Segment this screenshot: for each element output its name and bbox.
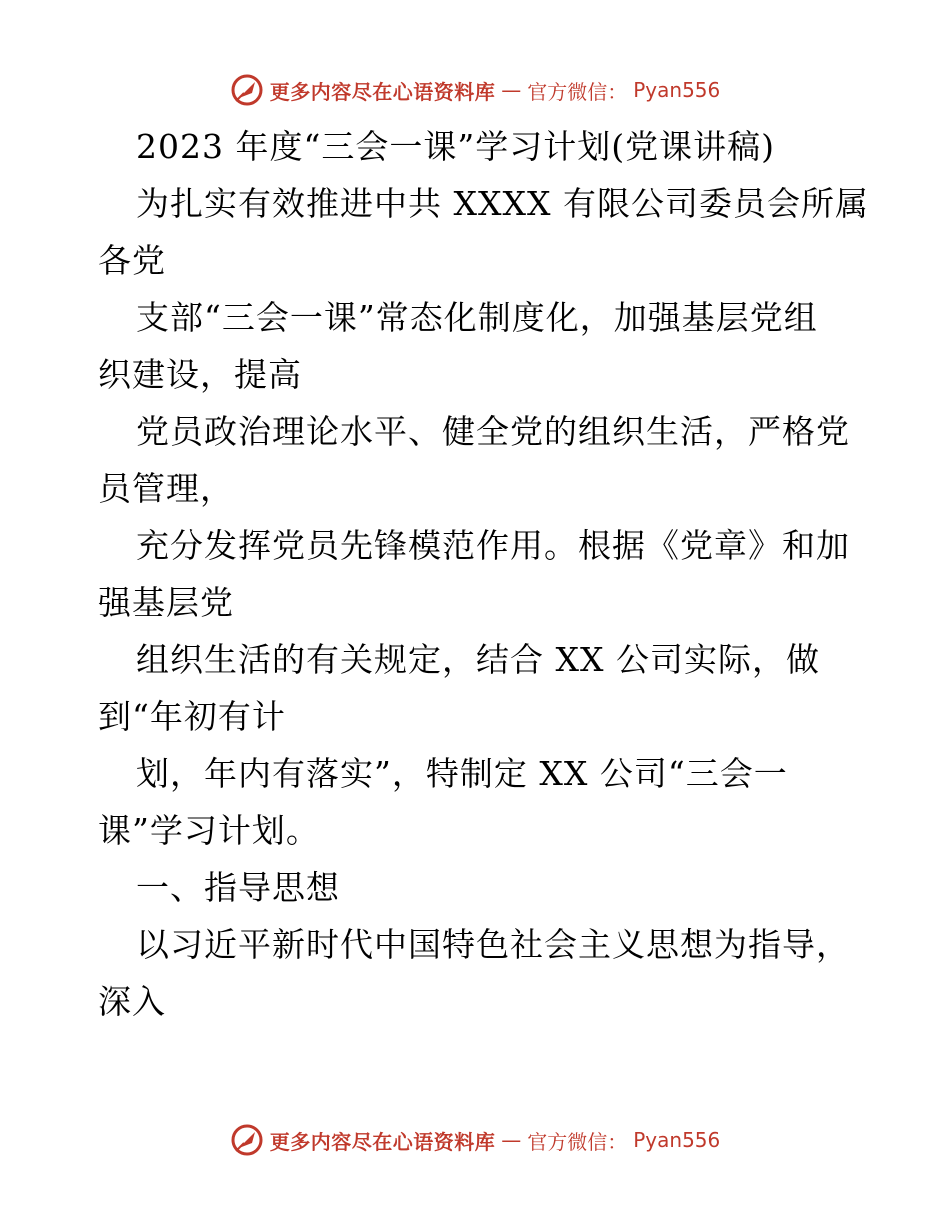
banner-wechat-id: Pyan556 — [633, 1128, 721, 1152]
quill-logo-icon — [230, 73, 264, 107]
section-heading: 一、指导思想 — [136, 868, 340, 907]
paragraph-line: 到“年初有计 — [98, 697, 286, 736]
paragraph-line: 员管理， — [98, 469, 234, 508]
paragraph-line: 为扎实有效推进中共 XXXX 有限公司委员会所属 — [136, 184, 869, 223]
paragraph-line: 组织生活的有关规定，结合 XX 公司实际，做 — [136, 640, 820, 679]
document-body — [98, 118, 869, 1030]
banner-wechat-label: 官方微信： — [527, 79, 628, 104]
header-banner — [0, 70, 950, 110]
paragraph-line: 划，年内有落实”，特制定 XX 公司“三会一 — [136, 754, 788, 793]
banner-slogan: 更多内容尽在心语资料库 — [269, 1129, 496, 1154]
paragraph-line: 以习近平新时代中国特色社会主义思想为指导， — [136, 925, 850, 964]
banner-wechat-id: Pyan556 — [633, 78, 721, 102]
paragraph-line: 支部“三会一课”常态化制度化，加强基层党组 — [136, 298, 818, 337]
banner-wechat-label: 官方微信： — [527, 1129, 628, 1154]
footer-banner — [0, 1120, 950, 1160]
document-title: 2023 年度“三会一课”学习计划(党课讲稿) — [136, 127, 775, 166]
banner-slogan: 更多内容尽在心语资料库 — [269, 79, 496, 104]
banner-separator: — — [501, 78, 522, 102]
paragraph-line: 课”学习计划。 — [98, 811, 320, 850]
paragraph-line: 充分发挥党员先锋模范作用。根据《党章》和加 — [136, 526, 850, 565]
quill-logo-icon — [230, 1123, 264, 1157]
paragraph-line: 织建设，提高 — [98, 355, 302, 394]
paragraph-line: 强基层党 — [98, 583, 234, 622]
paragraph-line: 深入 — [98, 982, 166, 1021]
paragraph-line: 党员政治理论水平、健全党的组织生活，严格党 — [136, 412, 850, 451]
paragraph-line: 各党 — [98, 241, 166, 280]
banner-separator: — — [501, 1128, 522, 1152]
